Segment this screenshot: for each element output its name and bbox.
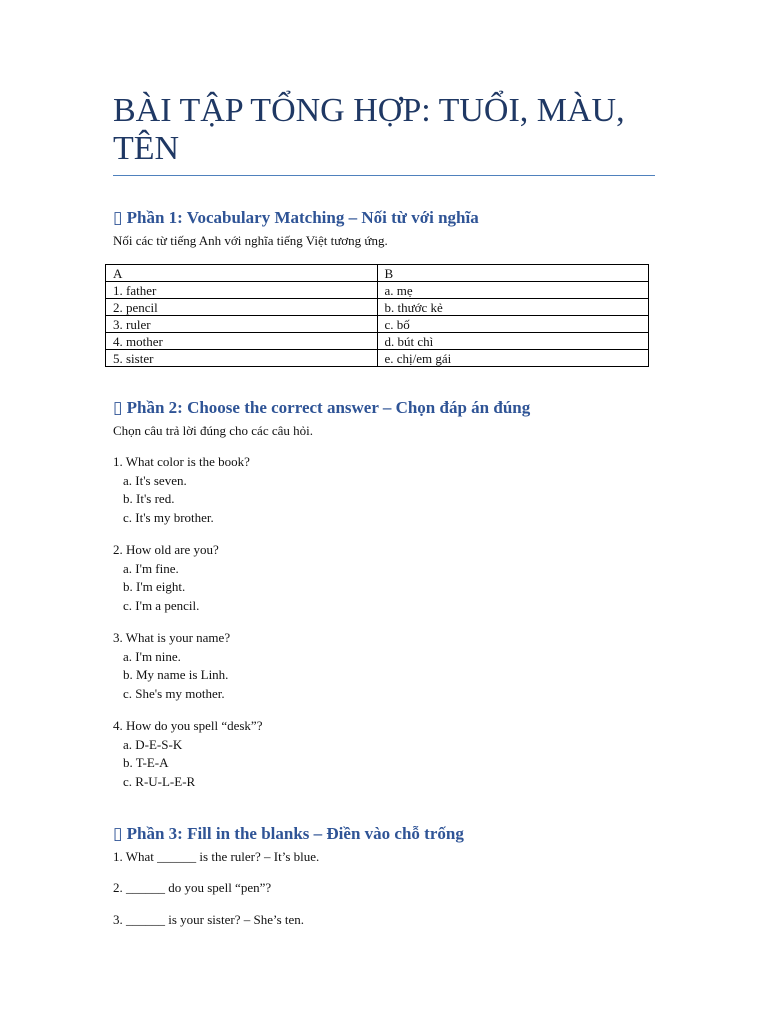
table-row (106, 299, 649, 316)
table-cell: 2. pencil (106, 299, 378, 316)
table-cell: e. chị/em gái (377, 350, 649, 367)
table-row (106, 333, 649, 350)
table-cell: 3. ruler (106, 316, 378, 333)
answer-option: c. R-U-L-E-R (123, 774, 196, 790)
missing-glyph-icon: ▯ (113, 824, 123, 843)
fill-blank-item: 1. What ______ is the ruler? – It’s blue. (113, 849, 320, 864)
table-header-cell: B (377, 265, 649, 282)
matching-table (105, 264, 649, 367)
table-row (106, 316, 649, 333)
part1-heading (113, 208, 479, 228)
table-cell: a. mẹ (377, 282, 649, 299)
question-block (113, 717, 262, 792)
question-block (113, 541, 219, 616)
part2-instruction: Chọn câu trả lời đúng cho các câu hỏi. (113, 423, 314, 438)
part1-heading-text: Phần 1: Vocabulary Matching – Nối từ với nghĩa (126, 208, 479, 227)
table-cell: d. bút chì (377, 333, 649, 350)
answer-option: c. I'm a pencil. (123, 598, 200, 614)
missing-glyph-icon: ▯ (113, 398, 123, 417)
part1-instruction: Nối các từ tiếng Anh với nghĩa tiếng Việt tương ứng. (113, 233, 388, 248)
question-text: 3. What is your name? (113, 630, 231, 645)
table-header-cell: A (106, 265, 378, 282)
part3-heading-text: Phần 3: Fill in the blanks – Điền vào chỗ trống (126, 824, 464, 843)
table-header-row (106, 265, 649, 282)
table-cell: 1. father (106, 282, 378, 299)
fill-blank-item: 2. ______ do you spell “pen”? (113, 880, 272, 895)
missing-glyph-icon: ▯ (113, 208, 123, 227)
question-text: 2. How old are you? (113, 542, 219, 557)
question-text: 4. How do you spell “desk”? (113, 718, 263, 733)
part2-heading (113, 398, 530, 418)
answer-option: b. T-E-A (123, 755, 169, 771)
answer-option: c. It's my brother. (123, 510, 214, 526)
answer-option: c. She's my mother. (123, 686, 225, 702)
table-cell: 4. mother (106, 333, 378, 350)
title-divider (113, 175, 655, 176)
part2-heading-text: Phần 2: Choose the correct answer – Chọn đáp án đúng (126, 398, 531, 417)
table-row (106, 350, 649, 367)
answer-option: b. I'm eight. (123, 579, 186, 595)
fill-blank-item: 3. ______ is your sister? – She’s ten. (113, 912, 305, 927)
answer-option: b. It's red. (123, 491, 175, 507)
table-cell: b. thước kẻ (377, 299, 649, 316)
question-block (113, 629, 230, 704)
answer-option: a. I'm nine. (123, 648, 181, 664)
question-block (113, 453, 250, 528)
part3-heading (113, 824, 464, 844)
table-cell: c. bố (377, 316, 649, 333)
answer-option: a. It's seven. (123, 472, 187, 488)
answer-option: b. My name is Linh. (123, 667, 229, 683)
table-cell: 5. sister (106, 350, 378, 367)
table-row (106, 282, 649, 299)
document-title: BÀI TẬP TỔNG HỢP: TUỔI, MÀU, TÊN (113, 92, 625, 167)
answer-option: a. D-E-S-K (123, 736, 183, 752)
answer-option: a. I'm fine. (123, 560, 179, 576)
question-text: 1. What color is the book? (113, 454, 250, 469)
